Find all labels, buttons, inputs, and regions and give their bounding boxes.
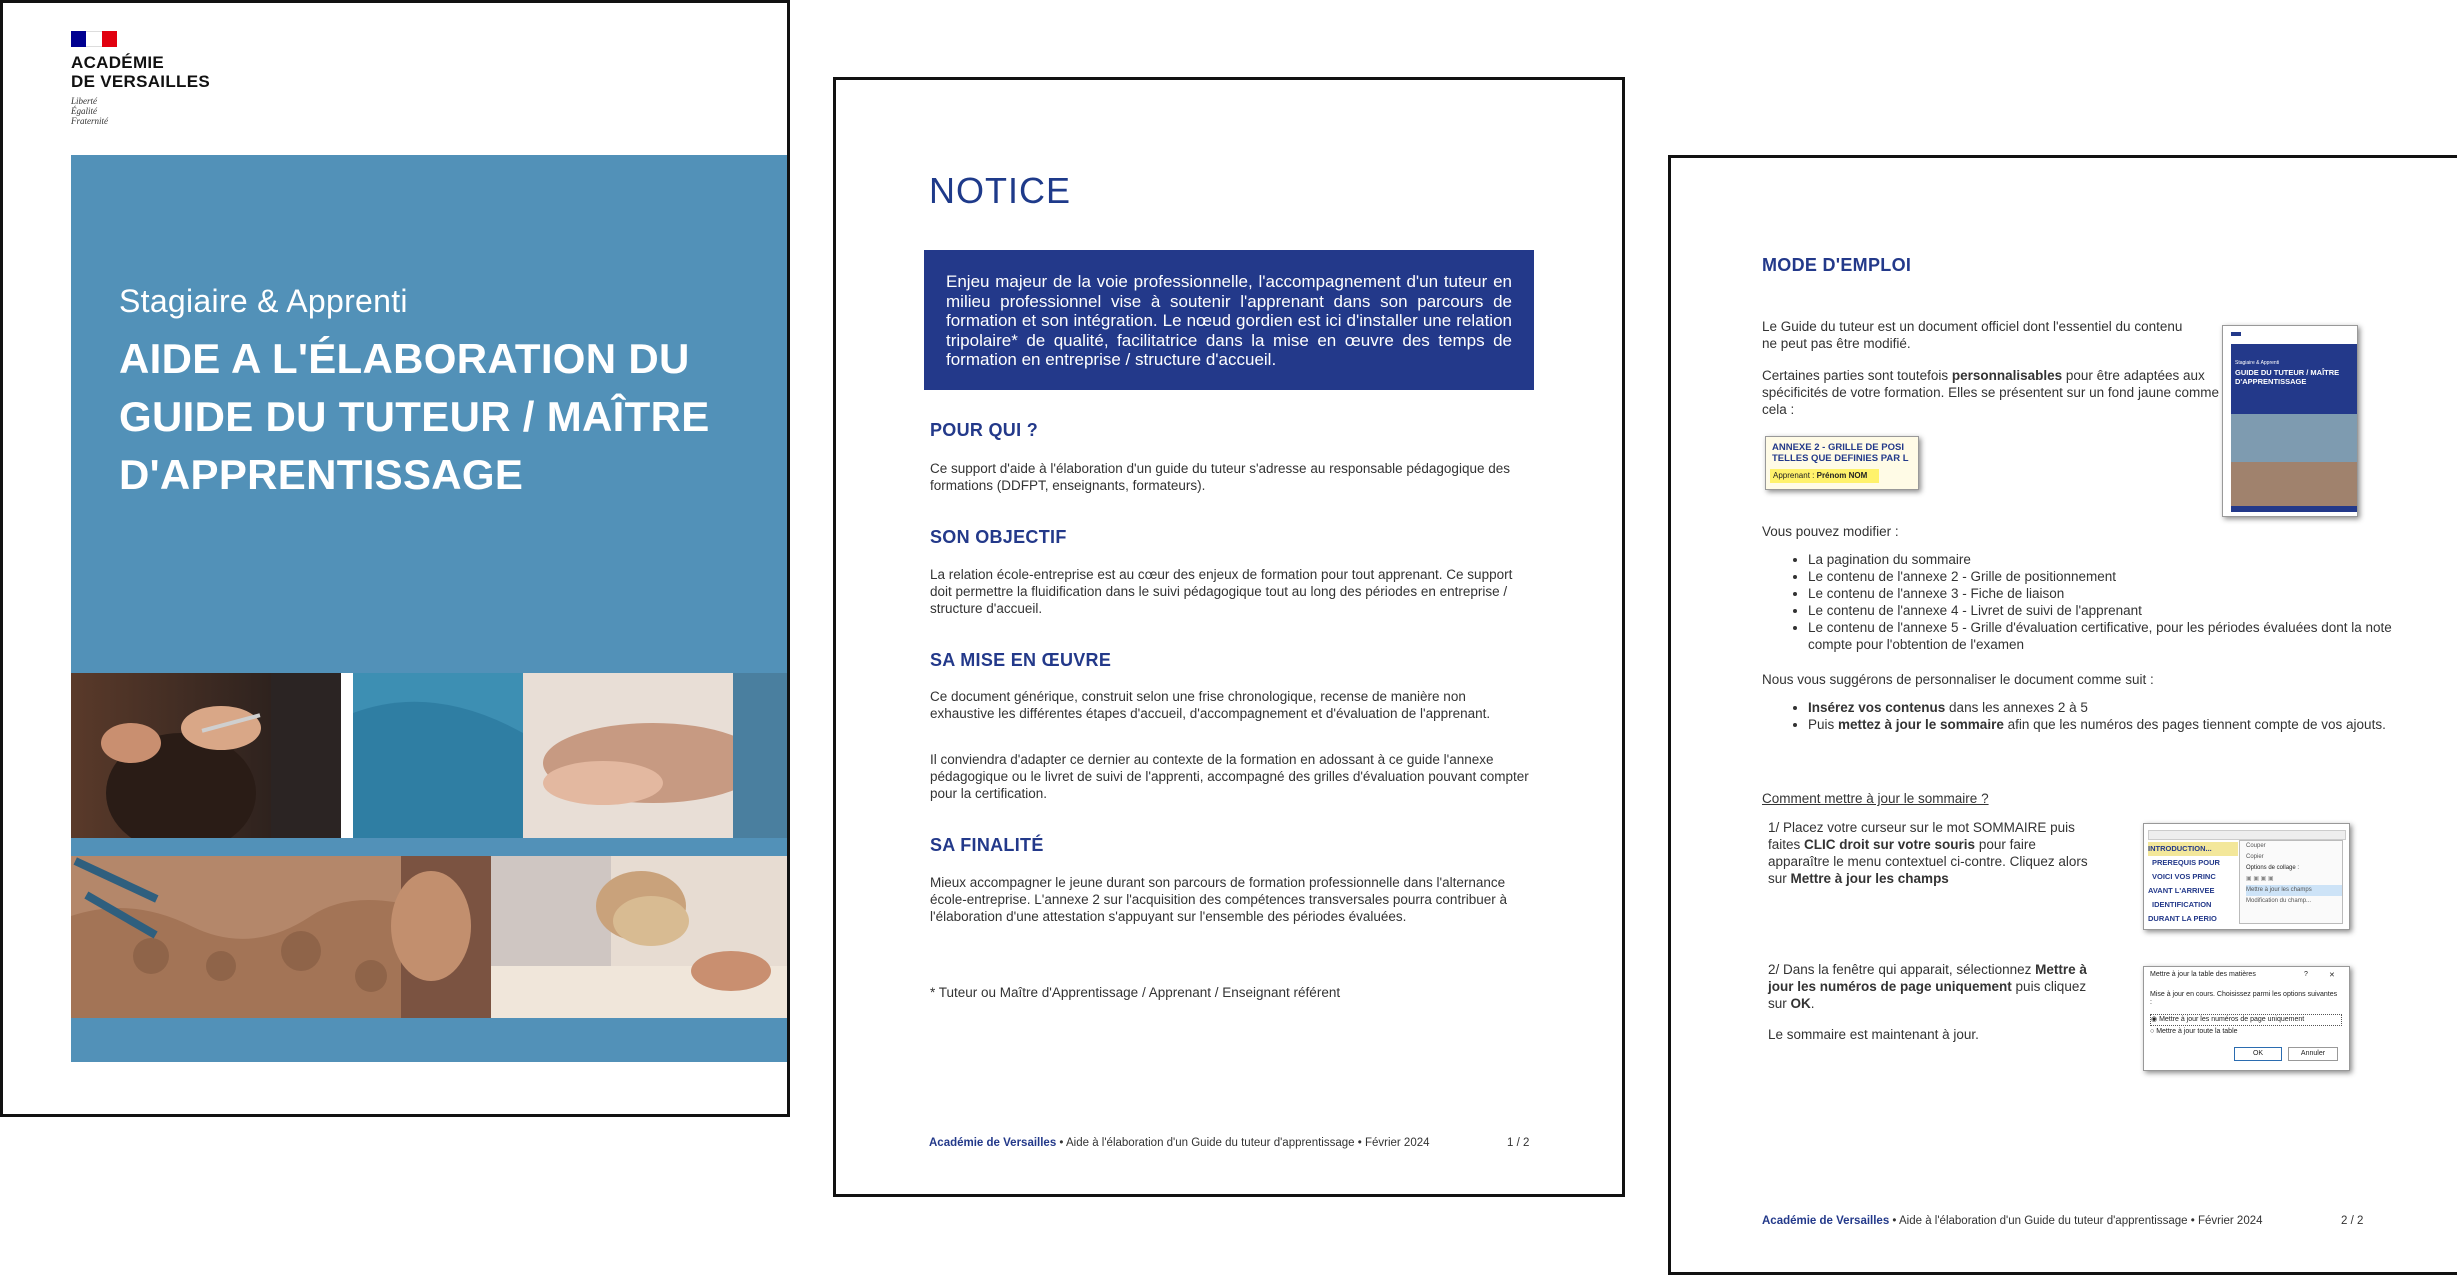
list-item: • Le contenu de l'annexe 3 - Fiche de liaison (1808, 585, 2402, 602)
footnote: * Tuteur ou Maître d'Apprentissage / Apprenant / Enseignant référent (930, 985, 1341, 1000)
section-paragraph: Il conviendra d'adapter ce dernier au contexte de la formation en adossant à ce guide l'annexe pédagogique ou le livret de suivi de l'apprenti, accompagné des grilles d'évaluation pouvant compter pour la certification. (930, 752, 1529, 801)
step-1: 1/ Placez votre curseur sur le mot SOMMAIRE puis faites CLIC droit sur votre souris pour faire apparaître le menu contextuel ci-contre. Cliquez alors sur Mettre à jour les champs (1768, 820, 2088, 886)
page-footer (929, 1137, 1430, 1149)
page-number: 2 / 2 (2341, 1215, 2364, 1227)
section-paragraph: Ce document générique, construit selon une frise chronologique, recense de manière non exhaustive les différentes étapes d'accueil, d'accompagnement et d'évaluation de l'apprenant. (930, 689, 1491, 721)
notice-intro-box: Enjeu majeur de la voie professionnelle, l'accompagnement d'un tuteur en milieu professionnel vise à soutenir l'apprenant dans son parcours de formation et son intégration. Le nœud gordien est ici d'installer une relation tripolaire* de qualité, facilitatrice dans la mise en œuvre des temps de formation en entreprise / structure d'accueil. (924, 250, 1534, 390)
mode-title: MODE D'EMPLOI (1762, 255, 1912, 275)
section-paragraph: Ce support d'aide à l'élaboration d'un guide du tuteur s'adresse au responsable pédagogique des formations (DDFPT, enseignants, formateurs). (930, 461, 1510, 493)
section-heading: SA MISE EN ŒUVRE (930, 650, 1112, 670)
list-item: • La pagination du sommaire (1808, 551, 2402, 568)
footer-text: • Aide à l'élaboration d'un Guide du tuteur d'apprentissage • Février 2024 (1056, 1137, 1430, 1149)
modify-intro: Vous pouvez modifier : (1762, 524, 1899, 539)
section-heading: POUR QUI ? (930, 420, 1039, 440)
page-footer (1762, 1215, 2263, 1227)
list-item: • Le contenu de l'annexe 2 - Grille de positionnement (1808, 568, 2402, 585)
mode-personalizable: Certaines parties sont toutefois personnalisables pour être adaptées aux spécificités de votre formation. Elles se présentent sur un fond jaune comme cela : (1762, 368, 2219, 417)
academie-logo (71, 31, 210, 126)
suggest-list (1762, 699, 2402, 733)
context-menu-screenshot: INTRODUCTION... PREREQUIS POUR VOICI VOS PRINC AVANT L'ARRIVEE IDENTIFICATION DURANT LA PERIO Couper Copier Options de collage : ▣ ▣ ▣ ▣ Mettre à jour les champs Modification du champ... (2143, 823, 2350, 930)
list-item: • Insérez vos contenus dans les annexes 2 à 5 (1808, 699, 2402, 716)
cover-title-band (71, 155, 790, 673)
section-paragraph: La relation école-entreprise est au cœur des enjeux de formation pour tout apprenant. Ce support doit permettre la fluidification dans le suivi pédagogique tout au long des périodes en entreprise / structure d'accueil. (930, 567, 1513, 616)
howto-title: Comment mettre à jour le sommaire ? (1762, 791, 1989, 806)
section-heading: SON OBJECTIF (930, 527, 1067, 547)
photo-wood-carving (71, 856, 491, 1018)
cover-page (0, 0, 790, 1117)
page-number: 1 / 2 (1507, 1137, 1530, 1149)
logo-motto: Liberté Égalité Fraternité (71, 96, 108, 126)
footer-org: Académie de Versailles (1762, 1215, 1890, 1227)
mode-intro: Le Guide du tuteur est un document officiel dont l'essentiel du contenu ne peut pas être modifié. (1762, 319, 2183, 351)
section-paragraph: Mieux accompagner le jeune durant son parcours de formation professionnelle dans l'alternance école-entreprise. L'annexe 2 sur l'acquisition des compétences transversales pourra contribuer à l'élaboration d'une attestation s'appuyant sur l'ensemble des périodes évaluées. (930, 875, 1507, 924)
suggest-intro: Nous vous suggérons de personnaliser le document comme suit : (1762, 672, 2154, 687)
logo-name: ACADÉMIE DE VERSAILLES (71, 53, 210, 91)
mode-emploi-page (1668, 155, 2457, 1275)
notice-page (833, 77, 1625, 1197)
cover-subtitle: Stagiaire & Apprenti (119, 283, 408, 319)
footer-text: • Aide à l'élaboration d'un Guide du tuteur d'apprentissage • Février 2024 (1889, 1215, 2263, 1227)
photo-caregiver (353, 673, 790, 838)
section-heading: SA FINALITÉ (930, 835, 1044, 855)
cover-title: AIDE A L'ÉLABORATION DU GUIDE DU TUTEUR / MAÎTRE D'APPRENTISSAGE (119, 335, 710, 498)
photo-hairdresser (71, 673, 341, 838)
modify-list (1762, 551, 2402, 653)
guide-cover-thumbnail: Stagiaire & Apprenti GUIDE DU TUTEUR / MAÎTRE D'APPRENTISSAGE (2222, 325, 2358, 517)
list-item: • Le contenu de l'annexe 5 - Grille d'évaluation certificative, pour les périodes évaluées dont la note compte pour l'obtention de l'examen (1808, 619, 2402, 653)
step-3: Le sommaire est maintenant à jour. (1768, 1027, 1979, 1042)
list-item: • Puis mettez à jour le sommaire afin que les numéros des pages tiennent compte de vos ajouts. (1808, 716, 2402, 733)
footer-org: Académie de Versailles (929, 1137, 1057, 1149)
notice-title: NOTICE (929, 170, 1072, 211)
list-item: • Le contenu de l'annexe 4 - Livret de suivi de l'apprenant (1808, 602, 2402, 619)
step-2: 2/ Dans la fenêtre qui apparait, sélectionnez Mettre à jour les numéros de page uniquement puis cliquez sur OK. (1768, 962, 2087, 1011)
cover-bottom-band (71, 1018, 790, 1062)
annex-sample-thumbnail: ANNEXE 2 - GRILLE DE POSI TELLES QUE DEFINIES PAR L Apprenant : Prénom NOM (1765, 436, 1919, 490)
photo-baker (491, 856, 790, 1018)
french-flag-icon (71, 31, 117, 47)
collage-separator (71, 838, 790, 856)
update-dialog-screenshot: Mettre à jour la table des matières ? ✕ Mise à jour en cours. Choisissez parmi les options suivantes : ◉ Mettre à jour les numéros de page uniquement ○ Mettre à jour toute la table OK Annuler (2143, 966, 2350, 1071)
